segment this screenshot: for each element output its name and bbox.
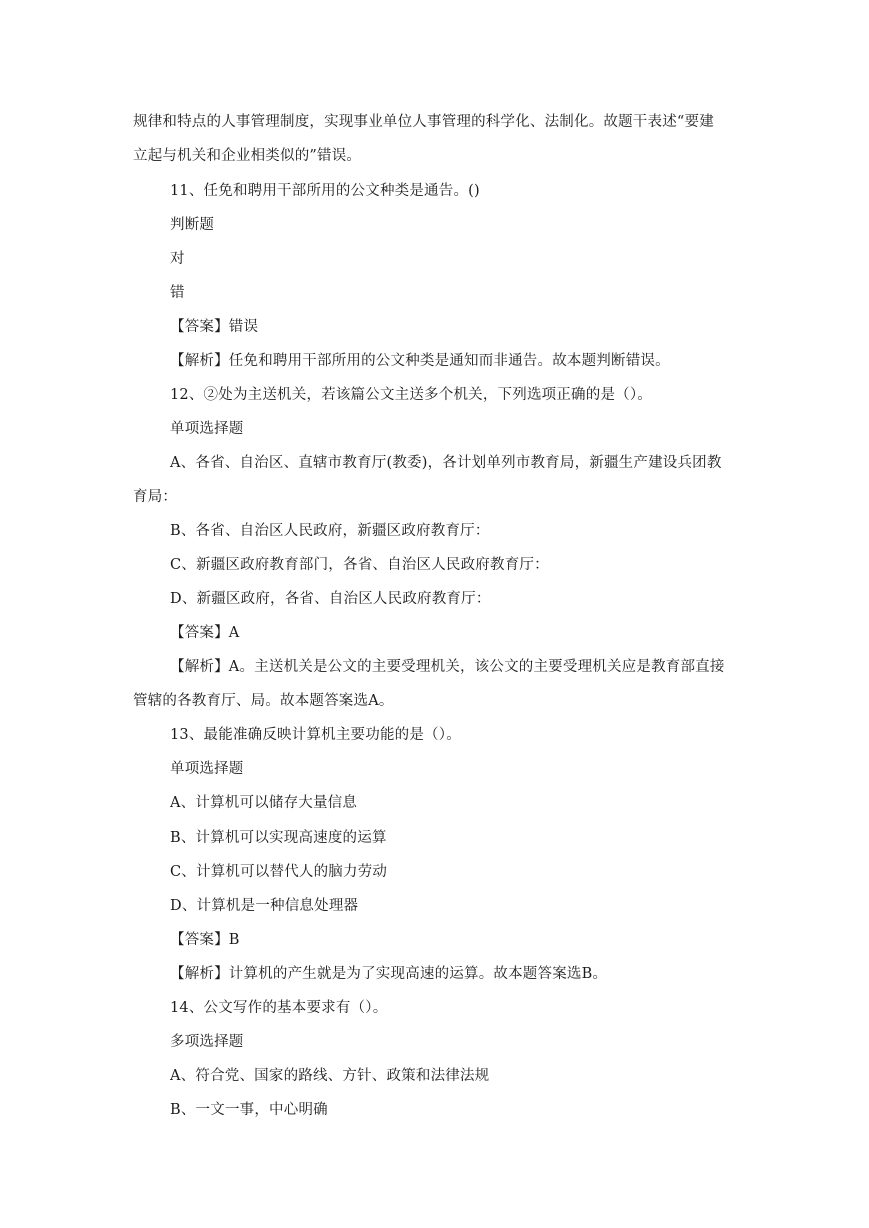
text-line: 规律和特点的人事管理制度，实现事业单位人事管理的科学化、法制化。故题干表述“要建	[133, 114, 714, 130]
question-13: 13、最能准确反映计算机主要功能的是（）。	[170, 727, 461, 743]
answer: 【答案】A	[170, 625, 240, 641]
question-type: 单项选择题	[170, 761, 244, 777]
question-type: 单项选择题	[170, 421, 244, 437]
explanation: 【解析】计算机的产生就是为了实现高速的运算。故本题答案选B。	[170, 966, 608, 982]
text-line: 立起与机关和企业相类似的”错误。	[133, 148, 362, 164]
question-11: 11、任免和聘用干部所用的公文种类是通告。()	[170, 183, 480, 199]
question-type: 判断题	[170, 217, 215, 233]
option-b: B、各省、自治区人民政府，新疆区政府教育厅：	[170, 523, 490, 539]
option-d: D、计算机是一种信息处理器	[170, 898, 359, 914]
option-c: C、计算机可以替代人的脑力劳动	[170, 864, 388, 880]
option-a-continued: 育局：	[133, 489, 178, 505]
option-b: B、计算机可以实现高速度的运算	[170, 830, 387, 846]
explanation-continued: 管辖的各教育厅、局。故本题答案选A。	[133, 693, 394, 709]
answer: 【答案】错误	[170, 319, 259, 335]
question-12: 12、②处为主送机关，若该篇公文主送多个机关，下列选项正确的是（）。	[170, 387, 652, 403]
option-false: 错	[170, 285, 185, 301]
option-d: D、新疆区政府，各省、自治区人民政府教育厅：	[170, 591, 491, 607]
question-14: 14、公文写作的基本要求有（）。	[170, 1000, 388, 1016]
explanation: 【解析】A。主送机关是公文的主要受理机关，该公文的主要受理机关应是教育部直接	[170, 659, 725, 675]
answer: 【答案】B	[170, 932, 240, 948]
option-a: A、符合党、国家的路线、方针、政策和法律法规	[170, 1068, 490, 1084]
explanation: 【解析】任免和聘用干部所用的公文种类是通知而非通告。故本题判断错误。	[170, 353, 670, 369]
option-a: A、各省、自治区、直辖市教育厅(教委)，各计划单列市教育局，新疆生产建设兵团教	[170, 455, 722, 471]
option-b: B、一文一事，中心明确	[170, 1102, 328, 1118]
option-c: C、新疆区政府教育部门，各省、自治区人民政府教育厅：	[170, 557, 549, 573]
option-true: 对	[170, 251, 185, 267]
question-type: 多项选择题	[170, 1034, 244, 1050]
option-a: A、计算机可以储存大量信息	[170, 795, 358, 811]
